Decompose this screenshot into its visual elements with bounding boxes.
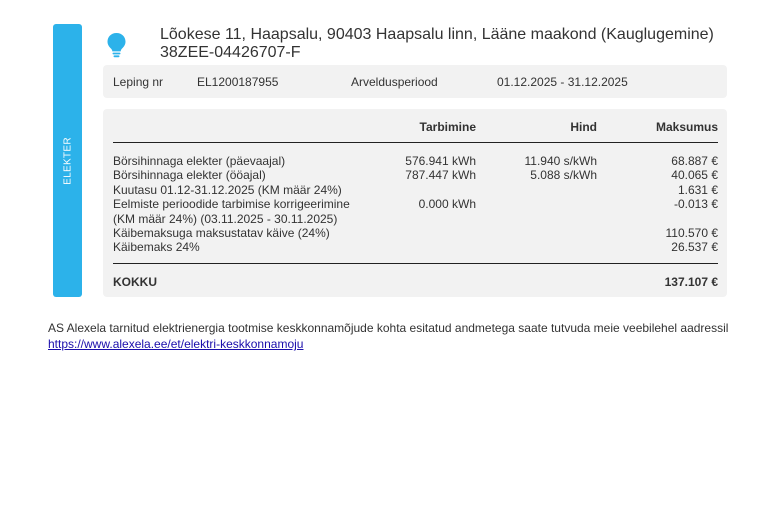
table-row: [103, 168, 727, 182]
row-cost: -0.013 €: [673, 197, 718, 211]
row-price: 11.940 s/kWh: [524, 154, 597, 168]
row-cost: 110.570 €: [665, 226, 718, 240]
contract-info-box: [103, 65, 727, 98]
row-description: Käibemaks 24%: [113, 240, 200, 254]
row-description: Börsihinnaga elekter (päevaajal): [113, 154, 286, 168]
row-consumption: 787.447 kWh: [405, 168, 476, 182]
column-header-consumption: Tarbimine: [419, 120, 476, 134]
row-cost: 26.537 €: [671, 240, 718, 254]
table-row: [103, 226, 727, 240]
row-consumption: 0.000 kWh: [418, 197, 476, 211]
environmental-impact-link[interactable]: https://www.alexela.ee/et/elektri-keskkonnamoju: [48, 337, 304, 351]
row-cost: 1.631 €: [677, 183, 718, 197]
location-title: [160, 26, 714, 62]
row-cost: 68.887 €: [671, 154, 718, 168]
table-row: [103, 212, 727, 226]
address: Lõokese 11, Haapsalu, 90403 Haapsalu linn, Lääne maakond (Kauglugemine): [160, 26, 714, 43]
contract-number: EL1200187955: [197, 75, 279, 89]
charges-table: [103, 109, 727, 297]
table-row: [103, 183, 727, 197]
total-value: 137.107 €: [664, 275, 718, 289]
row-description: Eelmiste perioodide tarbimise korrigeerimine: [113, 197, 350, 211]
row-description: Kuutasu 01.12-31.12.2025 (KM määr 24%): [113, 183, 342, 197]
section-label: ELEKTER: [62, 136, 73, 185]
column-header-price: Hind: [570, 120, 597, 134]
total-divider: [113, 263, 718, 264]
table-row: [103, 154, 727, 168]
period-label: Arveldusperiood: [351, 75, 438, 89]
total-label: KOKKU: [113, 275, 157, 289]
environmental-impact-note: [48, 320, 738, 352]
period-value: 01.12.2025 - 31.12.2025: [497, 75, 628, 89]
table-row: [103, 197, 727, 211]
row-cost: 40.065 €: [671, 168, 718, 182]
header-divider: [113, 142, 718, 143]
row-description: Käibemaksuga maksustatav käive (24%): [113, 226, 330, 240]
row-price: 5.088 s/kWh: [530, 168, 597, 182]
column-header-cost: Maksumus: [655, 120, 718, 134]
table-row: [103, 240, 727, 254]
row-consumption: 576.941 kWh: [405, 154, 476, 168]
meter-id: 38ZEE-04426707-F: [160, 44, 301, 61]
section-sidebar-elekter: [53, 24, 82, 297]
lightbulb-icon: [107, 33, 126, 58]
contract-label: Leping nr: [113, 75, 164, 89]
row-description: (KM määr 24%) (03.11.2025 - 30.11.2025): [113, 212, 338, 226]
row-description: Börsihinnaga elekter (ööajal): [113, 168, 266, 182]
footer-text: AS Alexela tarnitud elektrienergia tootmise keskkonnamõjude kohta esitatud andmetega saate tutvuda meie veebilehel aadressil: [48, 321, 729, 335]
